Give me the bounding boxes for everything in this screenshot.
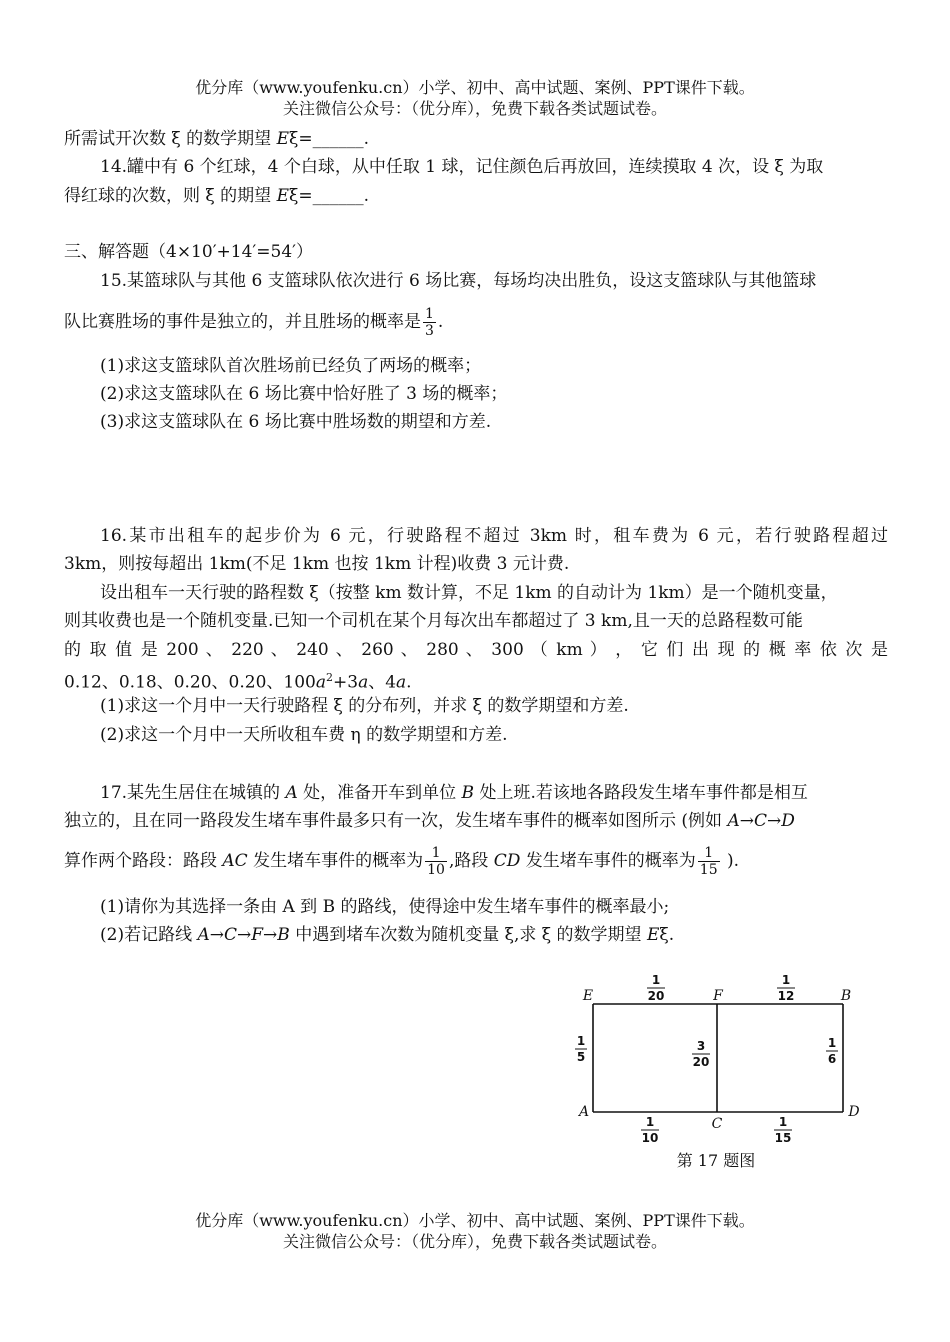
edge-bd-den: 6 <box>827 1052 837 1066</box>
q16-line-4: 则其收费也是一个随机变量.已知一个司机在某个月每次出车都超过了 3 km,且一天的总路程数可能 <box>64 611 803 631</box>
edge-ef-den: 20 <box>647 989 665 1003</box>
q13-tail: 所需试开次数 ξ 的数学期望 Eξ=______. <box>64 129 370 149</box>
q14-line-2: 得红球的次数，则 ξ 的期望 Eξ=______. <box>64 186 370 206</box>
edge-fc-num: 3 <box>696 1039 706 1053</box>
q15-sub-2: (2)求这支篮球队在 6 场比赛中恰好胜了 3 场的概率； <box>100 384 508 404</box>
q16-sub-1: (1)求这一个月中一天行驶路程 ξ 的分布列，并求 ξ 的数学期望和方差. <box>100 696 629 716</box>
edge-bd-num: 1 <box>827 1036 837 1050</box>
node-label-a: A <box>578 1104 590 1120</box>
node-label-f: F <box>713 988 723 1004</box>
q16-line-3: 设出租车一天行驶的路程数 ξ（按整 km 数计算，不足 1km 的自动计为 1km）是一个随机变量， <box>100 583 838 603</box>
edge-ac-num: 1 <box>645 1115 655 1129</box>
edge-fb-num: 1 <box>781 973 791 987</box>
node-label-d: D <box>848 1104 860 1120</box>
fraction-one-third: $\frac{1}{3}$ <box>425 306 434 339</box>
q15-sub-3: (3)求这支篮球队在 6 场比赛中胜场数的期望和方差. <box>100 412 492 432</box>
q16-line-6: 0.12、0.18、0.20、0.20、$100a^2+3a$、4a. <box>64 671 412 693</box>
q17-line-2: 独立的，且在同一路段发生堵车事件最多只有一次，发生堵车事件的概率如图所示 (例如 A→C→D <box>64 811 795 831</box>
section-3-title: 三、解答题（4×10′+14′=54′） <box>64 242 314 262</box>
fraction-one-tenth: $\frac{1}{10}$ <box>427 845 445 878</box>
edge-fb-den: 12 <box>777 989 795 1003</box>
q14-line-1: 14.罐中有 6 个红球，4 个白球，从中任取 1 球，记住颜色后再放回，连续摸取 4 次，设 ξ 为取 <box>100 157 824 177</box>
q16-sub-2: (2)求这一个月中一天所收租车费 η 的数学期望和方差. <box>100 725 508 745</box>
q15-sub-1: (1)求这支篮球队首次胜场前已经负了两场的概率； <box>100 356 482 376</box>
node-label-e: E <box>582 988 594 1004</box>
node-label-b: B <box>840 988 852 1004</box>
edge-cd-num: 1 <box>778 1115 788 1129</box>
edge-ea-den: 5 <box>576 1050 586 1064</box>
q16-line-5: 的 取 值 是 200 、 220 、 240 、 260 、 280 、 300 （ km ） ， 它 们 出 现 的 概 率 依 次 是 <box>64 640 888 660</box>
q17-sub-2: (2)若记路线 A→C→F→B 中遇到堵车次数为随机变量 ξ,求 ξ 的数学期望 Eξ. <box>100 925 675 945</box>
edge-ef-num: 1 <box>651 973 661 987</box>
q16-line-2: 3km，则按每超出 1km(不足 1km 也按 1km 计程)收费 3 元计费. <box>64 554 570 574</box>
q15-line-1: 15.某篮球队与其他 6 支篮球队依次进行 6 场比赛，每场均决出胜负，设这支篮球队与其他篮球 <box>100 271 817 291</box>
road-network-figure <box>560 968 880 1173</box>
header-line-2: 关注微信公众号：（优分库），免费下载各类试题试卷。 <box>282 99 667 118</box>
q17-sub-1: (1)请你为其选择一条由 A 到 B 的路线，使得途中发生堵车事件的概率最小; <box>100 897 670 917</box>
footer-line-1: 优分库（www.youfenku.cn）小学、初中、高中试题、案例、PPT课件下载。 <box>195 1211 755 1230</box>
q17-line-3: 算作两个路段：路段 AC 发生堵车事件的概率为 $\frac{1}{10}$ ,路段 CD 发生堵车事件的概率为 $\frac{1}{15}$ ). <box>64 845 740 878</box>
edge-cd-den: 15 <box>774 1131 792 1145</box>
figure-caption: 第 17 题图 <box>676 1151 756 1170</box>
footer-line-2: 关注微信公众号：（优分库），免费下载各类试题试卷。 <box>282 1232 667 1251</box>
node-label-c: C <box>711 1116 723 1132</box>
edge-fc-den: 20 <box>692 1055 710 1069</box>
q15-line-2: 队比赛胜场的事件是独立的，并且胜场的概率是 $\frac{1}{3}$ . <box>64 306 444 339</box>
edge-ac-den: 10 <box>641 1131 659 1145</box>
edge-ea-num: 1 <box>576 1034 586 1048</box>
q17-line-1: 17.某先生居住在城镇的 A 处，准备开车到单位 B 处上班.若该地各路段发生堵车事件都是相互 <box>100 783 808 803</box>
header-line-1: 优分库（www.youfenku.cn）小学、初中、高中试题、案例、PPT课件下载。 <box>195 78 755 97</box>
q16-line-1: 16.某市出租车的起步价为 6 元，行驶路程不超过 3km 时，租车费为 6 元，若行驶路程超过 <box>100 526 888 546</box>
fraction-one-fifteenth: $\frac{1}{15}$ <box>699 845 718 878</box>
